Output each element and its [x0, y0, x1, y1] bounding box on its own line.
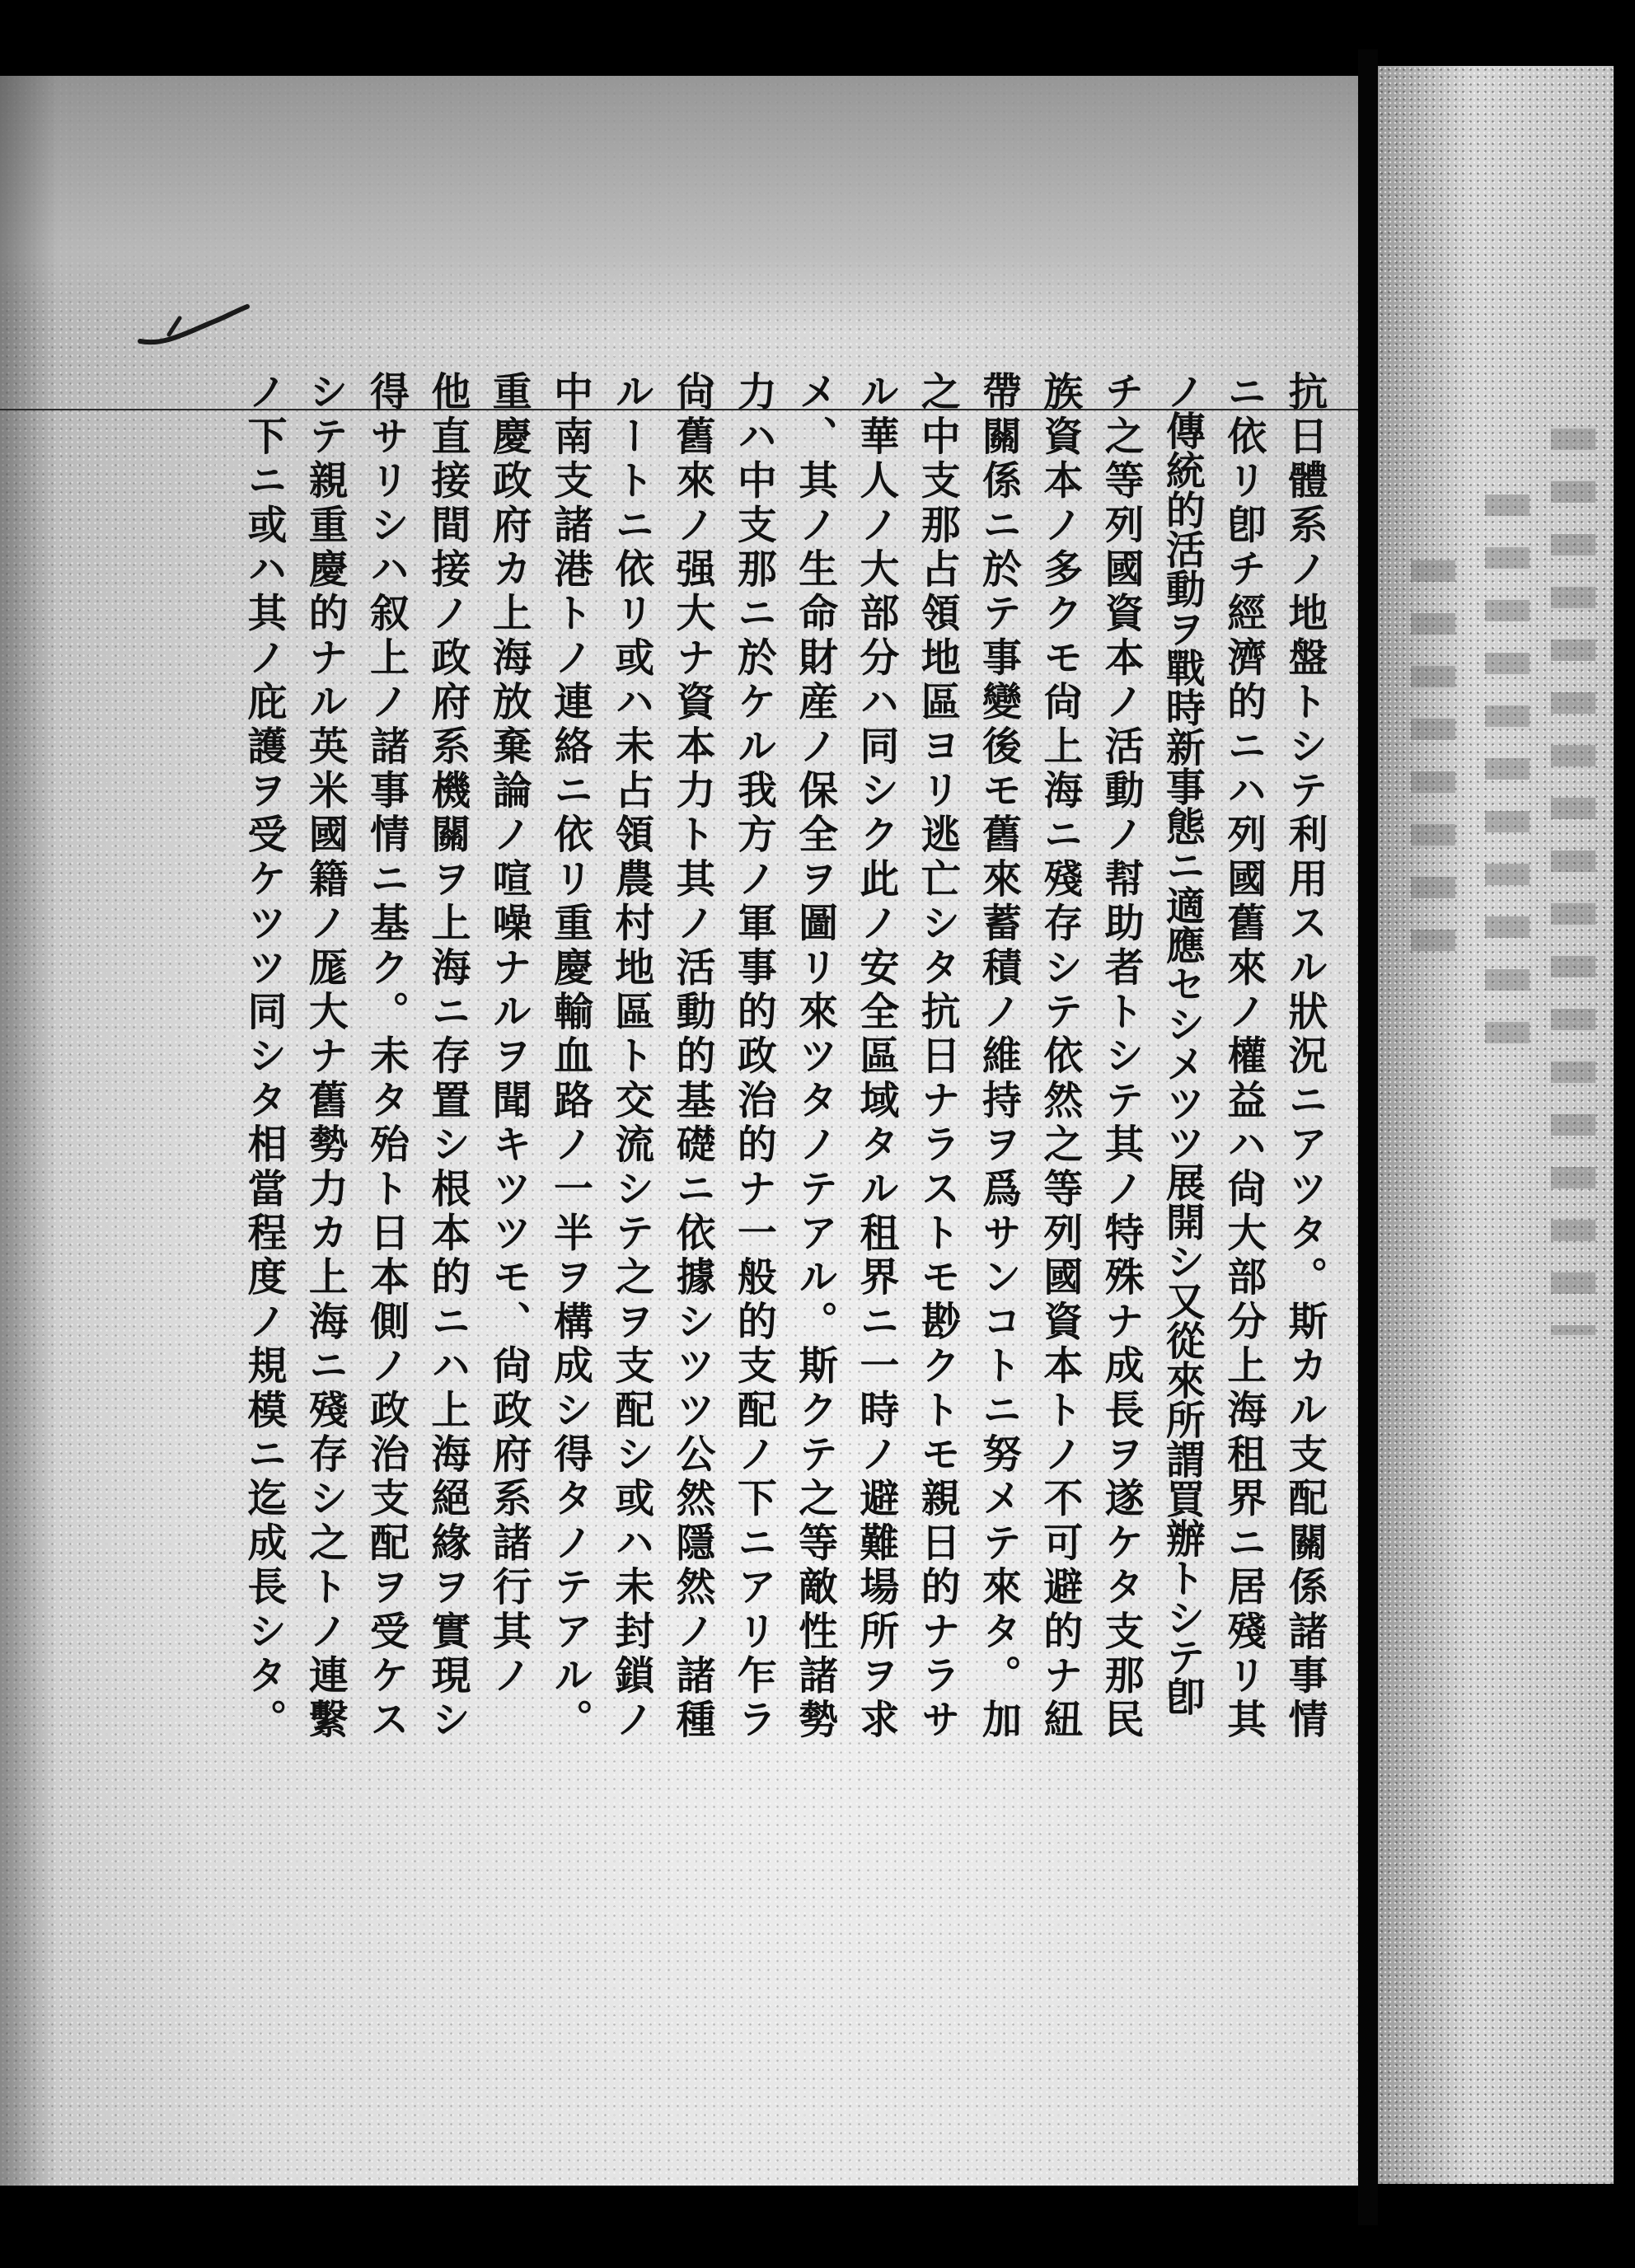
bleed-through-text	[1485, 494, 1530, 1071]
adjacent-page-strip	[1378, 66, 1614, 2184]
text-line: チ之等列國資本ノ活動ノ幇助者トシテ其ノ特殊ナ成長ヲ遂ケタ支那民	[1098, 371, 1145, 1743]
text-line: 尙舊來ノ强大ナ資本力ト其ノ活動的基礎ニ依據シツツ公然隱然ノ諸種	[669, 371, 716, 1743]
bleed-through-text	[1551, 429, 1595, 1335]
text-line: 之中支那占領地區ヨリ逃亡シタ抗日ナラストモ尠クトモ親日的ナラサ	[914, 371, 961, 1743]
text-line: 中南支諸港トノ連絡ニ依リ重慶輸血路ノ一半ヲ構成シ得タノテアル。	[546, 371, 593, 1743]
text-line: ル華人ノ大部分ハ同シク此ノ安全區域タル租界ニ一時ノ避難場所ヲ求	[852, 371, 899, 1743]
pencil-mark-icon	[132, 298, 255, 356]
text-line: ノ下ニ或ハ其ノ庇護ヲ受ケツツ同シタ相當程度ノ規模ニ迄成長シタ。	[240, 371, 287, 1743]
text-line: 帶關係ニ於テ事變後モ舊來蓄積ノ維持ヲ爲サンコトニ努メテ來タ。加	[975, 371, 1022, 1743]
text-line: 重慶政府カ上海放棄論ノ喧噪ナルヲ聞キツツモ、尙政府系諸行其ノ	[485, 371, 532, 1699]
text-line: メ、其ノ生命財産ノ保全ヲ圖リ來ツタノテアル。斯クテ之等敵性諸勢	[791, 371, 838, 1743]
text-line: ノ傳統的活動ヲ戰時新事態ニ適應セシメツツ展開シ又從來所謂買辦トシテ卽	[1159, 371, 1206, 1716]
bleed-through-text	[1411, 560, 1455, 972]
page-top-band	[0, 76, 1358, 331]
page-gutter	[1358, 49, 1378, 2225]
vertical-text-block	[191, 371, 1328, 2085]
text-line: 力ハ中支那ニ於ケル我方ノ軍事的政治的ナ一般的支配ノ下ニアリ乍ラ	[730, 371, 777, 1743]
text-line: 得サリシハ叙上ノ諸事情ニ基ク。未タ殆ト日本側ノ政治支配ヲ受ケス	[363, 371, 410, 1743]
text-line: ニ依リ卽チ經濟的ニハ列國舊來ノ權益ハ尙大部分上海租界ニ居殘リ其	[1220, 371, 1267, 1743]
text-line: シテ親重慶的ナル英米國籍ノ厖大ナ舊勢力カ上海ニ殘存シ之トノ連繫	[302, 371, 349, 1743]
text-line: 族資本ノ多クモ尙上海ニ殘存シテ依然之等列國資本トノ不可避的ナ紐	[1036, 371, 1083, 1743]
text-line: 抗日體系ノ地盤トシテ利用スル狀況ニアツタ。斯カル支配關係諸事情	[1281, 371, 1328, 1743]
text-line: 他直接間接ノ政府系機關ヲ上海ニ存置シ根本的ニハ上海絕緣ヲ實現シ	[424, 371, 471, 1743]
page-left-shadow	[0, 76, 58, 2186]
text-line: ルートニ依リ或ハ未占領農村地區ト交流シテ之ヲ支配シ或ハ未封鎖ノ	[607, 371, 654, 1743]
